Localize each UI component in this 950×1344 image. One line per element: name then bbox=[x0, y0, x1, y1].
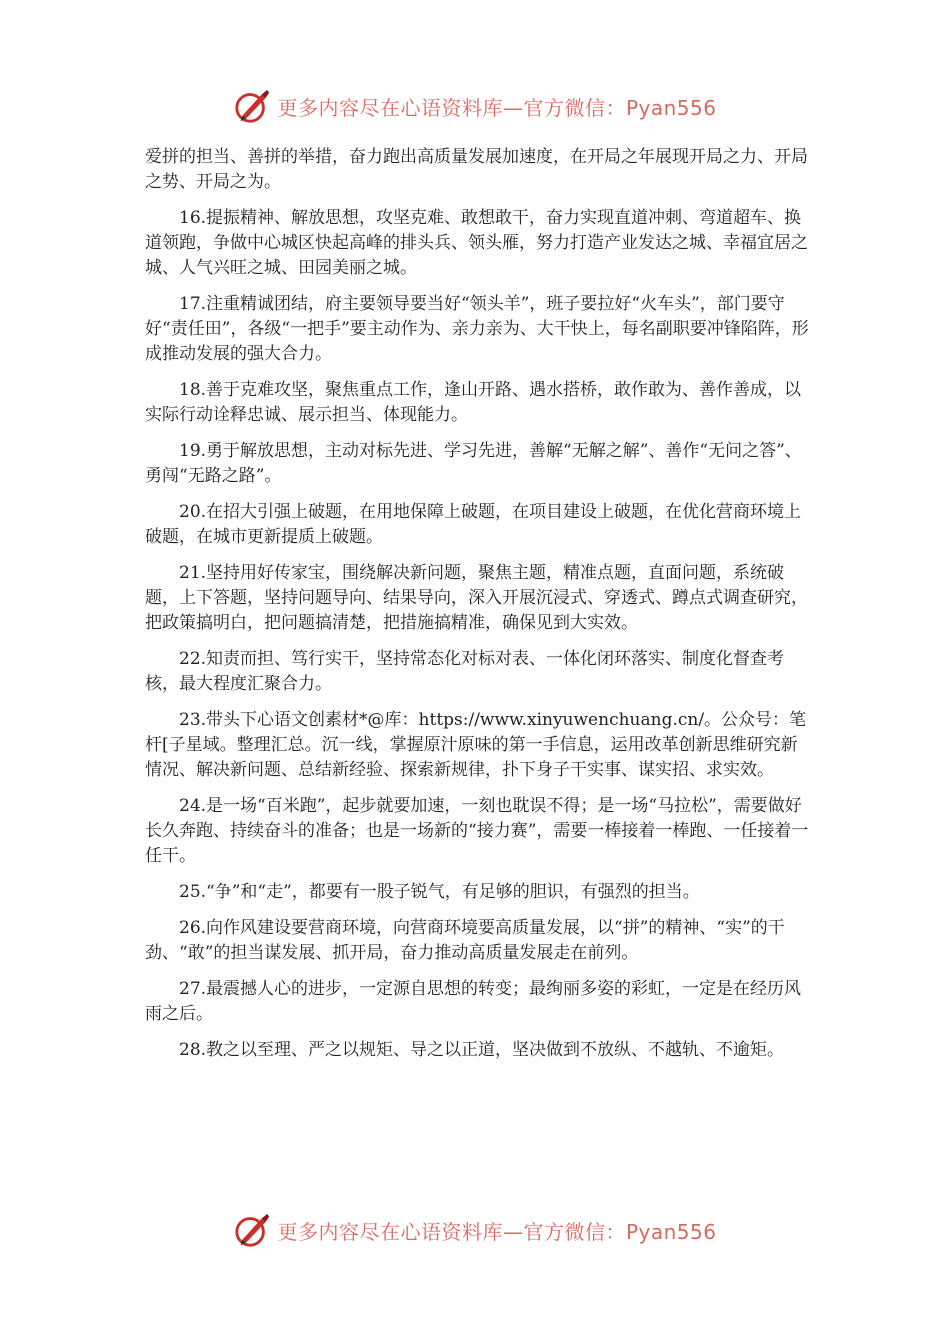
paragraph-26: 26.向作风建设要营商环境，向营商环境要高质量发展，以“拼”的精神、“实”的干劲、“敢”的担当谋发展、抓开局，奋力推动高质量发展走在前列。 bbox=[145, 918, 785, 963]
header-banner-inner bbox=[233, 87, 716, 125]
paragraph-28: 28.教之以至理、严之以规矩、导之以正道，坚决做到不放纵、不越轨、不逾矩。 bbox=[179, 1040, 785, 1060]
paragraph-19: 19.勇于解放思想，主动对标先进、学习先进，善解“无解之解”、善作“无问之答”、勇闯“无路之路”。 bbox=[145, 441, 802, 486]
header-banner bbox=[0, 84, 950, 128]
footer-banner-inner bbox=[233, 1211, 716, 1249]
paragraph-21: 21.坚持用好传家宝，围绕解决新问题，聚焦主题，精准点题，直面问题，系统破题，上下答题，坚持问题导向、结果导向，深入开展沉浸式、穿透式、蹲点式调查研究，把政策搞明白，把问题搞清楚，把措施搞精准，确保见到大实效。 bbox=[145, 563, 808, 633]
paragraph-22: 22.知责而担、笃行实干，坚持常态化对标对表、一体化闭环落实、制度化督查考核，最大程度汇聚合力。 bbox=[145, 649, 785, 694]
paragraph-18: 18.善于克难攻坚，聚焦重点工作，逢山开路、遇水搭桥，敢作敢为、善作善成，以实际行动诠释忠诚、展示担当、体现能力。 bbox=[145, 380, 802, 425]
paragraph-continued: 爱拼的担当、善拼的举措，奋力跑出高质量发展加速度，在开局之年展现开局之力、开局之势、开局之为。 bbox=[145, 147, 808, 192]
paragraph-24: 24.是一场“百米跑”，起步就要加速，一刻也耽误不得；是一场“马拉松”，需要做好长久奔跑、持续奋斗的准备；也是一场新的“接力赛”，需要一棒接着一棒跑、一任接着一任干。 bbox=[145, 796, 809, 866]
pen-circle-icon bbox=[233, 1211, 271, 1249]
paragraph-16: 16.提振精神、解放思想，攻坚克难、敢想敢干，奋力实现直道冲刺、弯道超车、换道领跑，争做中心城区快起高峰的排头兵、领头雁，努力打造产业发达之城、幸福宜居之城、人气兴旺之城、田园美丽之城。 bbox=[145, 208, 808, 278]
document-body bbox=[145, 145, 810, 1074]
paragraph-27: 27.最震撼人心的进步，一定源自思想的转变；最绚丽多姿的彩虹，一定是在经历风雨之后。 bbox=[145, 979, 802, 1024]
paragraph-25: 25.“争”和“走”，都要有一股子锐气，有足够的胆识，有强烈的担当。 bbox=[179, 882, 700, 902]
paragraph-20: 20.在招大引强上破题，在用地保障上破题，在项目建设上破题，在优化营商环境上破题，在城市更新提质上破题。 bbox=[145, 502, 802, 547]
paragraph-17: 17.注重精诚团结，府主要领导要当好“领头羊”，班子要拉好“火车头”，部门要守好“责任田”，各级“一把手”要主动作为、亲力亲为、大干快上，每名副职要冲锋陷阵，形成推动发展的强大合力。 bbox=[145, 294, 809, 364]
header-text: 更多内容尽在心语资料库—官方微信：Pyan556 bbox=[277, 95, 717, 120]
footer-banner bbox=[0, 1208, 950, 1252]
footer-text: 更多内容尽在心语资料库—官方微信：Pyan556 bbox=[277, 1219, 717, 1244]
pen-circle-icon bbox=[233, 87, 271, 125]
paragraph-23: 23.带头下心语文创素材*@库：https://www.xinyuwenchuang.cn/。公众号：笔杆[子星域。整理汇总。沉一线，掌握原汁原味的第一手信息，运用改革创新思维研究新情况、解决新问题、总结新经验、探索新规律，扑下身子干实事、谋实招、求实效。 bbox=[145, 710, 807, 780]
